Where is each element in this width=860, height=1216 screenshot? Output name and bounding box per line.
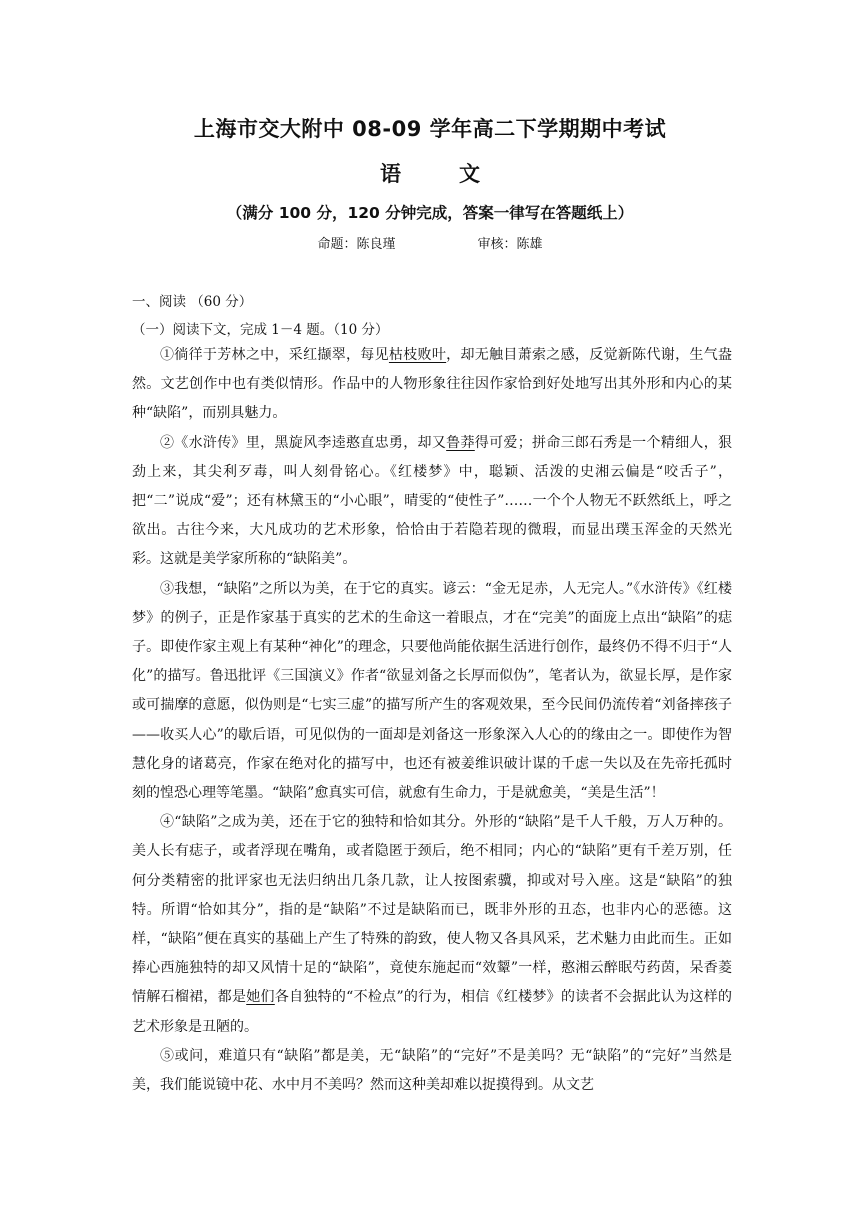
paragraph-2-text-b: 得可爱；拼命三郎石秀是一个精细人，狠劲上来，其尖利歹毒，叫人刻骨铭心。《红楼梦》中，聪颖、活泼的史湘云偏是“咬舌子”，把“二”说成“爱”；还有林黛玉的“小心眼”，晴雯的“使性子”……一个个人物无不跃然纸上，呼之欲出。古往今来，大凡成功的艺术形象，恰恰由于若隐若现的微瑕，而显出璞玉浑金的天然光彩。这就是美学家所称的“缺陷美”。 <box>132 434 733 568</box>
reading-passage <box>132 341 732 1100</box>
exam-instructions: （满分 100 分，120 分钟完成，答案一律写在答题纸上） <box>226 204 634 222</box>
underlined-phrase-2: 鲁莽 <box>446 434 475 451</box>
paragraph-1-text-b: ，却无触目萧索之感，反觉新陈代谢，生气盎然。文艺创作中也有类似情形。作品中的人物形象往往因作家恰到好处地写出其外形和内心的某种“缺陷”，而别具魅力。 <box>132 347 733 422</box>
paragraph-2-text-a: ②《水浒传》里，黑旋风李逵憨直忠勇，却又 <box>160 434 447 451</box>
paragraph-2 <box>132 429 732 575</box>
underlined-phrase-3: 她们 <box>246 989 275 1006</box>
paragraph-3: ③我想，“缺陷”之所以为美，在于它的真实。谚云：“金无足赤，人无完人。”《水浒传》《红楼梦》的例子，正是作家基于真实的艺术的生命这一着眼点，才在“完美”的面庞上点出“缺陷”的痣子。即使作家主观上有某种“神化”的理念，只要他尚能依据生活进行创作，最终仍不得不归于“人化”的描写。鲁迅批评《三国演义》作者“欲显刘备之长厚而似伪”，笔者认为，欲显长厚，是作家或可揣摩的意愿，似伪则是“七实三虚”的描写所产生的客观效果，至今民间仍流传着“刘备摔孩子——收买人心”的歇后语，可见似伪的一面却是刘备这一形象深入人心的的缘由之一。即使作为智慧化身的诸葛亮，作家在绝对化的描写中，也还有被姜维识破计谋的千虑一失以及在先帝托孤时刻的惶恐心理等笔墨。“缺陷”愈真实可信，就愈有生命力，于是就愈美，“美是生活”！ <box>132 580 732 802</box>
setter-credit: 命题：陈良瑾 <box>317 237 396 252</box>
exam-credits <box>0 233 860 252</box>
subject-title: 语文 <box>380 162 538 186</box>
paragraph-1-text-a: ①徜徉于芳林之中，采红撷翠，每见 <box>160 347 389 363</box>
subsection-heading: （一）阅读下文，完成 1－4 题。（10 分） <box>132 322 389 338</box>
paragraph-4-text-a: ④“缺陷”之成为美，还在于它的独特和恰如其分。外形的“缺陷”是千人千般，万人万种的。美人长有痣子，或者浮现在嘴角，或者隐匿于颈后，绝不相同；内心的“缺陷”更有千差万别，任何分类精密的批评家也无法归纳出几条几款，让人按图索骥，抑或对号入座。这是“缺陷”的独特。所谓“恰如其分”，指的是“缺陷”不过是缺陷而已，既非外形的丑态，也非内心的恶德。这样，“缺陷”便在真实的基础上产生了特殊的韵致，使人物又各具风采，艺术魅力由此而生。正如捧心西施独特的却又风情十足的“缺陷”，竟使东施起而“效颦”一样，憨湘云醉眠芍药茵，呆香菱情解石榴裙，都是 <box>132 814 732 1006</box>
paragraph-1 <box>132 341 732 429</box>
reviewer-credit: 审核：陈雄 <box>477 237 543 252</box>
section-heading: 一、阅读 （60 分） <box>132 294 253 310</box>
paragraph-5: ⑤或问，难道只有“缺陷”都是美，无“缺陷”的“完好”不是美吗？无“缺陷”的“完好”当然是美，我们能说镜中花、水中月不美吗？然而这种美却难以捉摸得到。从文艺 <box>132 1047 732 1094</box>
exam-title: 上海市交大附中 08-09 学年高二下学期期中考试 <box>193 117 667 141</box>
underlined-phrase-1: 枯枝败叶 <box>388 347 447 363</box>
paragraph-4-text-b: 各自独特的“不检点”的行为，相信《红楼梦》的读者不会据此认为这样的艺术形象是丑陋的。 <box>132 989 733 1035</box>
paragraph-4 <box>132 808 732 1042</box>
